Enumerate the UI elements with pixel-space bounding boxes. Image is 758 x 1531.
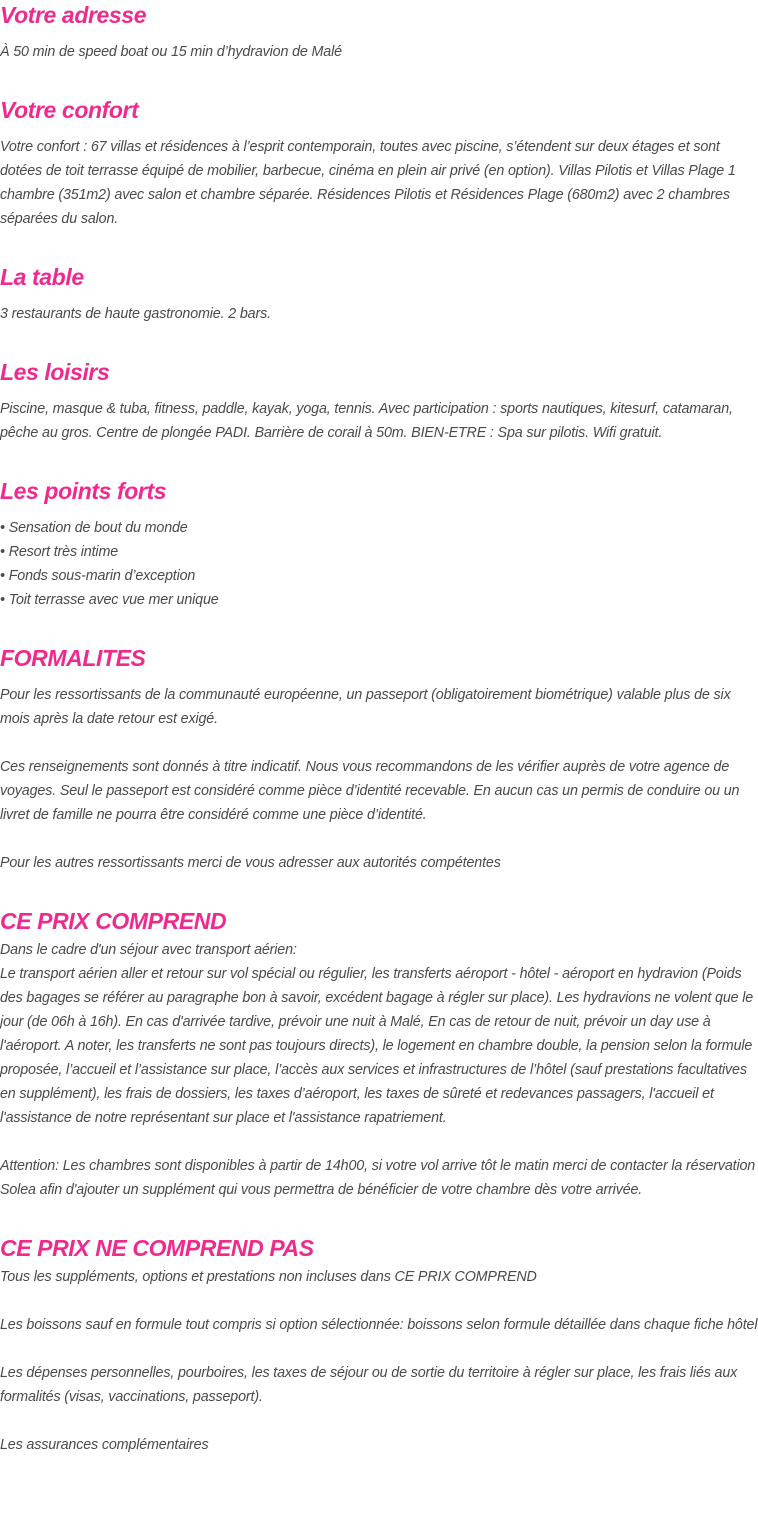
section-body: [0, 938, 758, 1202]
list-item: • Sensation de bout du monde: [0, 516, 758, 540]
section-title: Votre confort: [0, 97, 139, 123]
section-body: [0, 397, 758, 445]
section-prix-comprend: [0, 906, 758, 1202]
section-confort: [0, 95, 758, 231]
section-text: À 50 min de speed boat ou 15 min d’hydravion de Malé: [0, 44, 342, 60]
section-adresse: [0, 0, 758, 64]
paragraph: Pour les ressortissants de la communauté européenne, un passeport (obligatoirement biométrique) valable plus de six mois après la date retour est exigé.: [0, 687, 731, 727]
paragraph-intro: Dans le cadre d'un séjour avec transport aérien:: [0, 942, 297, 958]
section-title: La table: [0, 264, 84, 290]
section-title: CE PRIX COMPREND: [0, 908, 227, 934]
paragraph: Les assurances complémentaires: [0, 1437, 209, 1453]
section-title: Les points forts: [0, 478, 167, 504]
paragraph: Attention: Les chambres sont disponibles à partir de 14h00, si votre vol arrive tôt le matin merci de contacter la réservation Solea afin d'ajouter un supplément qui vous permettra de bénéficier de votre chambre dès votre arrivée.: [0, 1158, 756, 1198]
section-body: [0, 1265, 758, 1457]
section-points-forts: [0, 476, 758, 612]
section-body: [0, 683, 758, 875]
section-text: Piscine, masque & tuba, fitness, paddle, kayak, yoga, tennis. Avec participation : sports nautiques, kitesurf, catamaran, pêche au gros. Centre de plongée PADI. Barrière de corail à 50m. BIEN-ETRE : Spa sur pilotis. Wifi gratuit.: [0, 401, 733, 441]
section-prix-ne-comprend-pas: [0, 1233, 758, 1457]
paragraph: Les dépenses personnelles, pourboires, les taxes de séjour ou de sortie du territoire à régler sur place, les frais liés aux formalités (visas, vaccinations, passeport).: [0, 1365, 738, 1405]
section-body: [0, 302, 758, 326]
list-item: • Resort très intime: [0, 540, 758, 564]
section-title: CE PRIX NE COMPREND PAS: [0, 1235, 314, 1261]
list-item: • Fonds sous-marin d’exception: [0, 564, 758, 588]
section-body: [0, 516, 758, 612]
section-title: FORMALITES: [0, 645, 146, 671]
section-loisirs: [0, 357, 758, 445]
section-text: 3 restaurants de haute gastronomie. 2 bars.: [0, 306, 271, 322]
paragraph: Pour les autres ressortissants merci de vous adresser aux autorités compétentes: [0, 855, 501, 871]
section-table: [0, 262, 758, 326]
paragraph: Les boissons sauf en formule tout compris si option sélectionnée: boissons selon formule détaillée dans chaque fiche hôtel: [0, 1317, 758, 1333]
section-title: Votre adresse: [0, 2, 147, 28]
paragraph: Le transport aérien aller et retour sur vol spécial ou régulier, les transferts aéroport - hôtel - aéroport en hydravion (Poids des bagages se référer au paragraphe bon à savoir, excédent bagage à régler sur place). Les hydravions ne volent que le jour (de 06h à 16h). En cas d'arrivée tardive, prévoir une nuit à Malé, En cas de retour de nuit, prévoir un day use à l'aéroport. A noter, les transferts ne sont pas toujours directs), le logement en chambre double, la pension selon la formule proposée, l’accueil et l’assistance sur place, l’accès aux services et infrastructures de l’hôtel (sauf prestations facultatives en supplément), les frais de dossiers, les taxes d’aéroport, les taxes de sûreté et redevances passagers, l'accueil et l'assistance de notre représentant sur place et l'assistance rapatriement.: [0, 966, 754, 1126]
section-text: Votre confort : 67 villas et résidences à l’esprit contemporain, toutes avec piscine, s’étendent sur deux étages et sont dotées de toit terrasse équipé de mobilier, barbecue, cinéma en plein air privé (en option). Villas Pilotis et Villas Plage 1 chambre (351m2) avec salon et chambre séparée. Résidences Pilotis et Résidences Plage (680m2) avec 2 chambres séparées du salon.: [0, 139, 736, 227]
highlights-list: [0, 516, 758, 612]
section-formalites: [0, 643, 758, 875]
paragraph: Ces renseignements sont donnés à titre indicatif. Nous vous recommandons de les vérifier auprès de votre agence de voyages. Seul le passeport est considéré comme pièce d’identité recevable. En aucun cas un permis de conduire ou un livret de famille ne pourra être considéré comme une pièce d’identité.: [0, 759, 740, 823]
section-body: [0, 135, 758, 231]
section-title: Les loisirs: [0, 359, 110, 385]
list-item: • Toit terrasse avec vue mer unique: [0, 588, 758, 612]
paragraph: Tous les suppléments, options et prestations non incluses dans CE PRIX COMPREND: [0, 1269, 537, 1285]
section-body: [0, 40, 758, 64]
